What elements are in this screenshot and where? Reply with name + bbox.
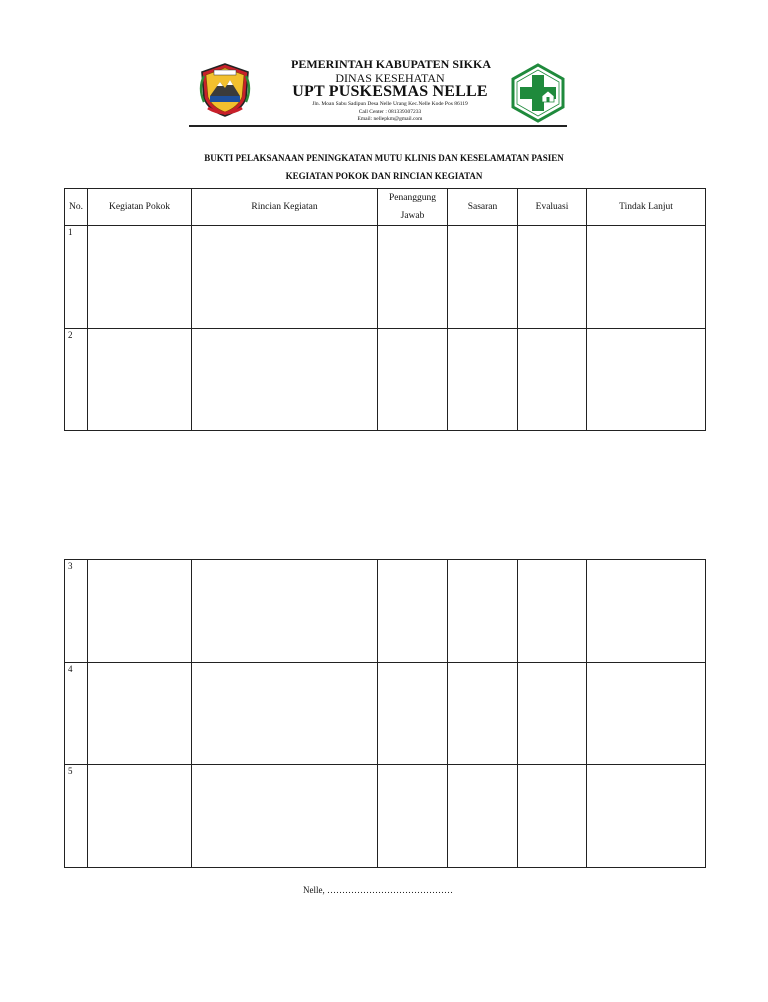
letterhead-divider bbox=[189, 125, 567, 127]
sikka-emblem-logo bbox=[196, 62, 254, 118]
cell-penanggung-jawab bbox=[378, 329, 448, 431]
cell-tindak-lanjut bbox=[587, 765, 706, 868]
cell-evaluasi bbox=[518, 560, 587, 663]
cell-sasaran bbox=[448, 560, 518, 663]
cell-sasaran bbox=[448, 765, 518, 868]
header-kegiatan-pokok: Kegiatan Pokok bbox=[88, 189, 192, 226]
cell-sasaran bbox=[448, 226, 518, 329]
cell-evaluasi bbox=[518, 765, 587, 868]
government-name: PEMERINTAH KABUPATEN SIKKA bbox=[291, 57, 492, 71]
table-row bbox=[65, 663, 706, 765]
cell-kegiatan-pokok bbox=[88, 329, 192, 431]
header-tindak-lanjut: Tindak Lanjut bbox=[587, 189, 706, 226]
cell-tindak-lanjut bbox=[587, 226, 706, 329]
row-number: 2 bbox=[65, 329, 88, 431]
cell-tindak-lanjut bbox=[587, 329, 706, 431]
signature-place-date: Nelle, …………………………………… bbox=[303, 885, 453, 895]
cell-rincian-kegiatan bbox=[192, 329, 378, 431]
cell-sasaran bbox=[448, 663, 518, 765]
cell-penanggung-jawab bbox=[378, 560, 448, 663]
header-penanggung-jawab: Penanggung Jawab bbox=[378, 189, 448, 226]
row-number: 3 bbox=[65, 560, 88, 663]
cell-rincian-kegiatan bbox=[192, 765, 378, 868]
table-row bbox=[65, 560, 706, 663]
header-sasaran: Sasaran bbox=[448, 189, 518, 226]
cell-tindak-lanjut bbox=[587, 560, 706, 663]
cell-evaluasi bbox=[518, 226, 587, 329]
cell-rincian-kegiatan bbox=[192, 226, 378, 329]
row-number: 4 bbox=[65, 663, 88, 765]
cell-penanggung-jawab bbox=[378, 226, 448, 329]
puskesmas-logo bbox=[509, 63, 567, 123]
department-name: DINAS KESEHATAN bbox=[335, 71, 445, 85]
cell-penanggung-jawab bbox=[378, 663, 448, 765]
cell-tindak-lanjut bbox=[587, 663, 706, 765]
header-no: No. bbox=[65, 189, 88, 226]
header-evaluasi: Evaluasi bbox=[518, 189, 587, 226]
activity-table-part-1 bbox=[64, 188, 706, 431]
activity-table-part-2 bbox=[64, 559, 706, 868]
row-number: 1 bbox=[65, 226, 88, 329]
cell-kegiatan-pokok bbox=[88, 663, 192, 765]
cell-rincian-kegiatan bbox=[192, 560, 378, 663]
cell-rincian-kegiatan bbox=[192, 663, 378, 765]
document-title: BUKTI PELAKSANAAN PENINGKATAN MUTU KLINIS DAN KESELAMATAN PASIEN bbox=[204, 153, 564, 163]
table-header-row bbox=[65, 189, 706, 226]
document-subtitle: KEGIATAN POKOK DAN RINCIAN KEGIATAN bbox=[285, 171, 483, 181]
table-row bbox=[65, 226, 706, 329]
phone-line: Call Center : 081339307233 bbox=[358, 109, 422, 115]
cell-evaluasi bbox=[518, 329, 587, 431]
cell-kegiatan-pokok bbox=[88, 765, 192, 868]
cell-penanggung-jawab bbox=[378, 765, 448, 868]
cell-sasaran bbox=[448, 329, 518, 431]
table-row bbox=[65, 329, 706, 431]
cell-kegiatan-pokok bbox=[88, 560, 192, 663]
institution-name: UPT PUSKESMAS NELLE bbox=[292, 83, 488, 100]
cell-kegiatan-pokok bbox=[88, 226, 192, 329]
cell-evaluasi bbox=[518, 663, 587, 765]
header-rincian-kegiatan: Rincian Kegiatan bbox=[192, 189, 378, 226]
table-row bbox=[65, 765, 706, 868]
email-line: Email: nellepkm@gmail.com bbox=[357, 116, 423, 122]
address-line: Jln. Moan Sabu Sadipun Desa Nelle Urang Kec.Nelle Kode Pos 86119 bbox=[312, 101, 468, 107]
row-number: 5 bbox=[65, 765, 88, 868]
